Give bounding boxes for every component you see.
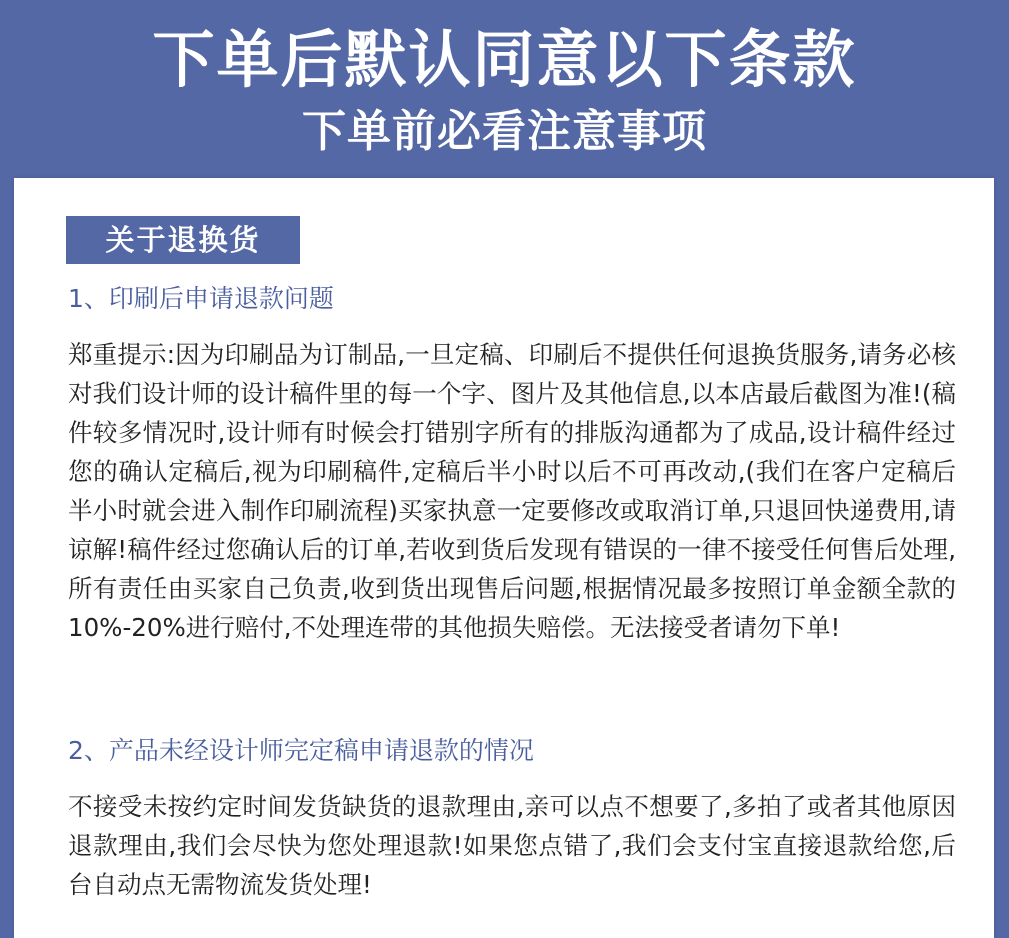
section-heading-1: 1、印刷后申请退款问题 [68, 284, 334, 313]
notice-card [14, 178, 994, 938]
page-title: 下单后默认同意以下条款 [152, 23, 857, 96]
page-subtitle: 下单前必看注意事项 [302, 106, 707, 157]
section-body-1: 郑重提示:因为印刷品为订制品,一旦定稿、印刷后不提供任何退换货服务,请务必核对我们设计师的设计稿件里的每一个字、图片及其他信息,以本店最后截图为准!(稿件较多情况时,设计师有时候会打错别字所有的排版沟通都为了成品,设计稿件经过您的确认定稿后,视为印刷稿件,定稿后半小时以后不可再改动,(我们在客户定稿后半小时就会进入制作印刷流程)买家执意一定要修改或取消订单,只退回快递费用,请谅解!稿件经过您确认后的订单,若收到货后发现有错误的一律不接受任何售后处理,所有责任由买家自己负责,收到货出现售后问题,根据情况最多按照订单金额全款的10%-20%进行赔付,不处理连带的其他损失赔偿。无法接受者请勿下单! [68, 340, 956, 642]
section-body-2: 不接受未按约定时间发货缺货的退款理由,亲可以点不想要了,多拍了或者其他原因退款理由,我们会尽快为您处理退款!如果您点错了,我们会支付宝直接退款给您,后台自动点无需物流发货处理! [68, 792, 956, 899]
section-heading-2: 2、产品未经设计师完定稿申请退款的情况 [68, 736, 534, 765]
section-tag-returns: 关于退换货 [66, 216, 300, 264]
header-banner [0, 0, 1009, 178]
